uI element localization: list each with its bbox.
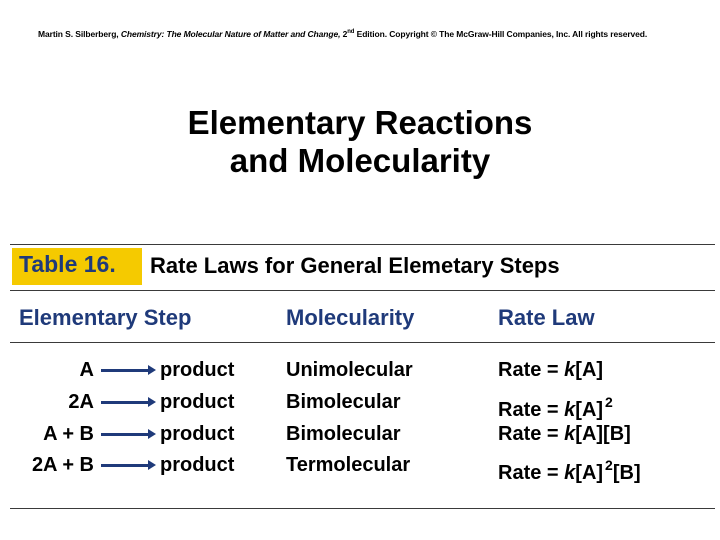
- table-row: [0, 452, 720, 482]
- copyright-book-title: Chemistry: The Molecular Nature of Matter and Change,: [120, 29, 341, 39]
- molecularity-value: Unimolecular: [286, 359, 413, 381]
- rate-law-concentration-a: [A]: [575, 359, 604, 381]
- column-header-rate-law: Rate Law: [498, 305, 595, 330]
- table-row: [0, 421, 720, 451]
- copyright-notice: Edition. Copyright © The McGraw-Hill Companies, Inc. All rights reserved.: [354, 29, 648, 39]
- product: product: [160, 391, 235, 413]
- reactant: A + B: [43, 423, 94, 445]
- reactant: 2A: [68, 391, 94, 413]
- rate-law-concentration-a: [A]: [575, 423, 604, 445]
- rate-law-exponent: 2: [605, 394, 613, 410]
- rate-constant: k: [564, 462, 576, 484]
- column-header-step: Elementary Step: [19, 305, 192, 330]
- column-header-molecularity: Molecularity: [286, 305, 415, 330]
- copyright-edition-number: 2: [340, 29, 348, 39]
- rate-law-prefix: Rate =: [498, 359, 565, 381]
- copyright-edition-suffix: nd: [347, 29, 355, 36]
- slide-title-line-2: and Molecularity: [229, 142, 491, 179]
- reaction-arrow-icon: [101, 401, 152, 404]
- reactant: A: [79, 359, 94, 381]
- rate-law-concentration-b: [B]: [603, 423, 631, 445]
- table-bottom-rule: [10, 508, 715, 509]
- reaction-arrow-icon: [101, 433, 152, 436]
- rate-law-concentration-a: [A]: [575, 462, 604, 484]
- rate-law-prefix: Rate =: [498, 423, 565, 445]
- table-row: [0, 357, 720, 387]
- product: product: [160, 359, 235, 381]
- product: product: [160, 454, 235, 476]
- reaction-arrow-icon: [101, 464, 152, 467]
- rate-law-concentration-b: [B]: [612, 462, 641, 484]
- copyright-line: [38, 29, 647, 39]
- rate-law-prefix: Rate =: [498, 462, 565, 484]
- slide-title-line-1: Elementary Reactions: [187, 104, 533, 141]
- column-header-rule: [10, 342, 715, 343]
- table-label: Table 16.: [19, 251, 116, 277]
- reaction-arrow-icon: [101, 369, 152, 372]
- molecularity-value: Termolecular: [286, 454, 411, 476]
- molecularity-value: Bimolecular: [286, 391, 401, 413]
- product: product: [160, 423, 235, 445]
- reactant: 2A + B: [31, 454, 94, 476]
- rate-constant: k: [564, 423, 576, 445]
- rate-law-value: [498, 421, 631, 447]
- rate-law-value: [498, 389, 613, 423]
- rate-constant: k: [564, 399, 576, 421]
- table-top-rule: [10, 244, 715, 245]
- table-title-rule: [10, 290, 715, 291]
- rate-law-prefix: Rate =: [498, 399, 565, 421]
- molecularity-value: Bimolecular: [286, 423, 401, 445]
- rate-law-value: [498, 452, 641, 486]
- table-title: Rate Laws for General Elemetary Steps: [150, 253, 560, 278]
- rate-law-exponent: 2: [605, 457, 613, 473]
- rate-law-concentration-a: [A]: [575, 399, 604, 421]
- table-row: [0, 389, 720, 419]
- rate-constant: k: [564, 359, 576, 381]
- rate-law-value: [498, 357, 603, 383]
- copyright-author: Martin S. Silberberg,: [38, 29, 121, 39]
- slide-title: [0, 104, 720, 180]
